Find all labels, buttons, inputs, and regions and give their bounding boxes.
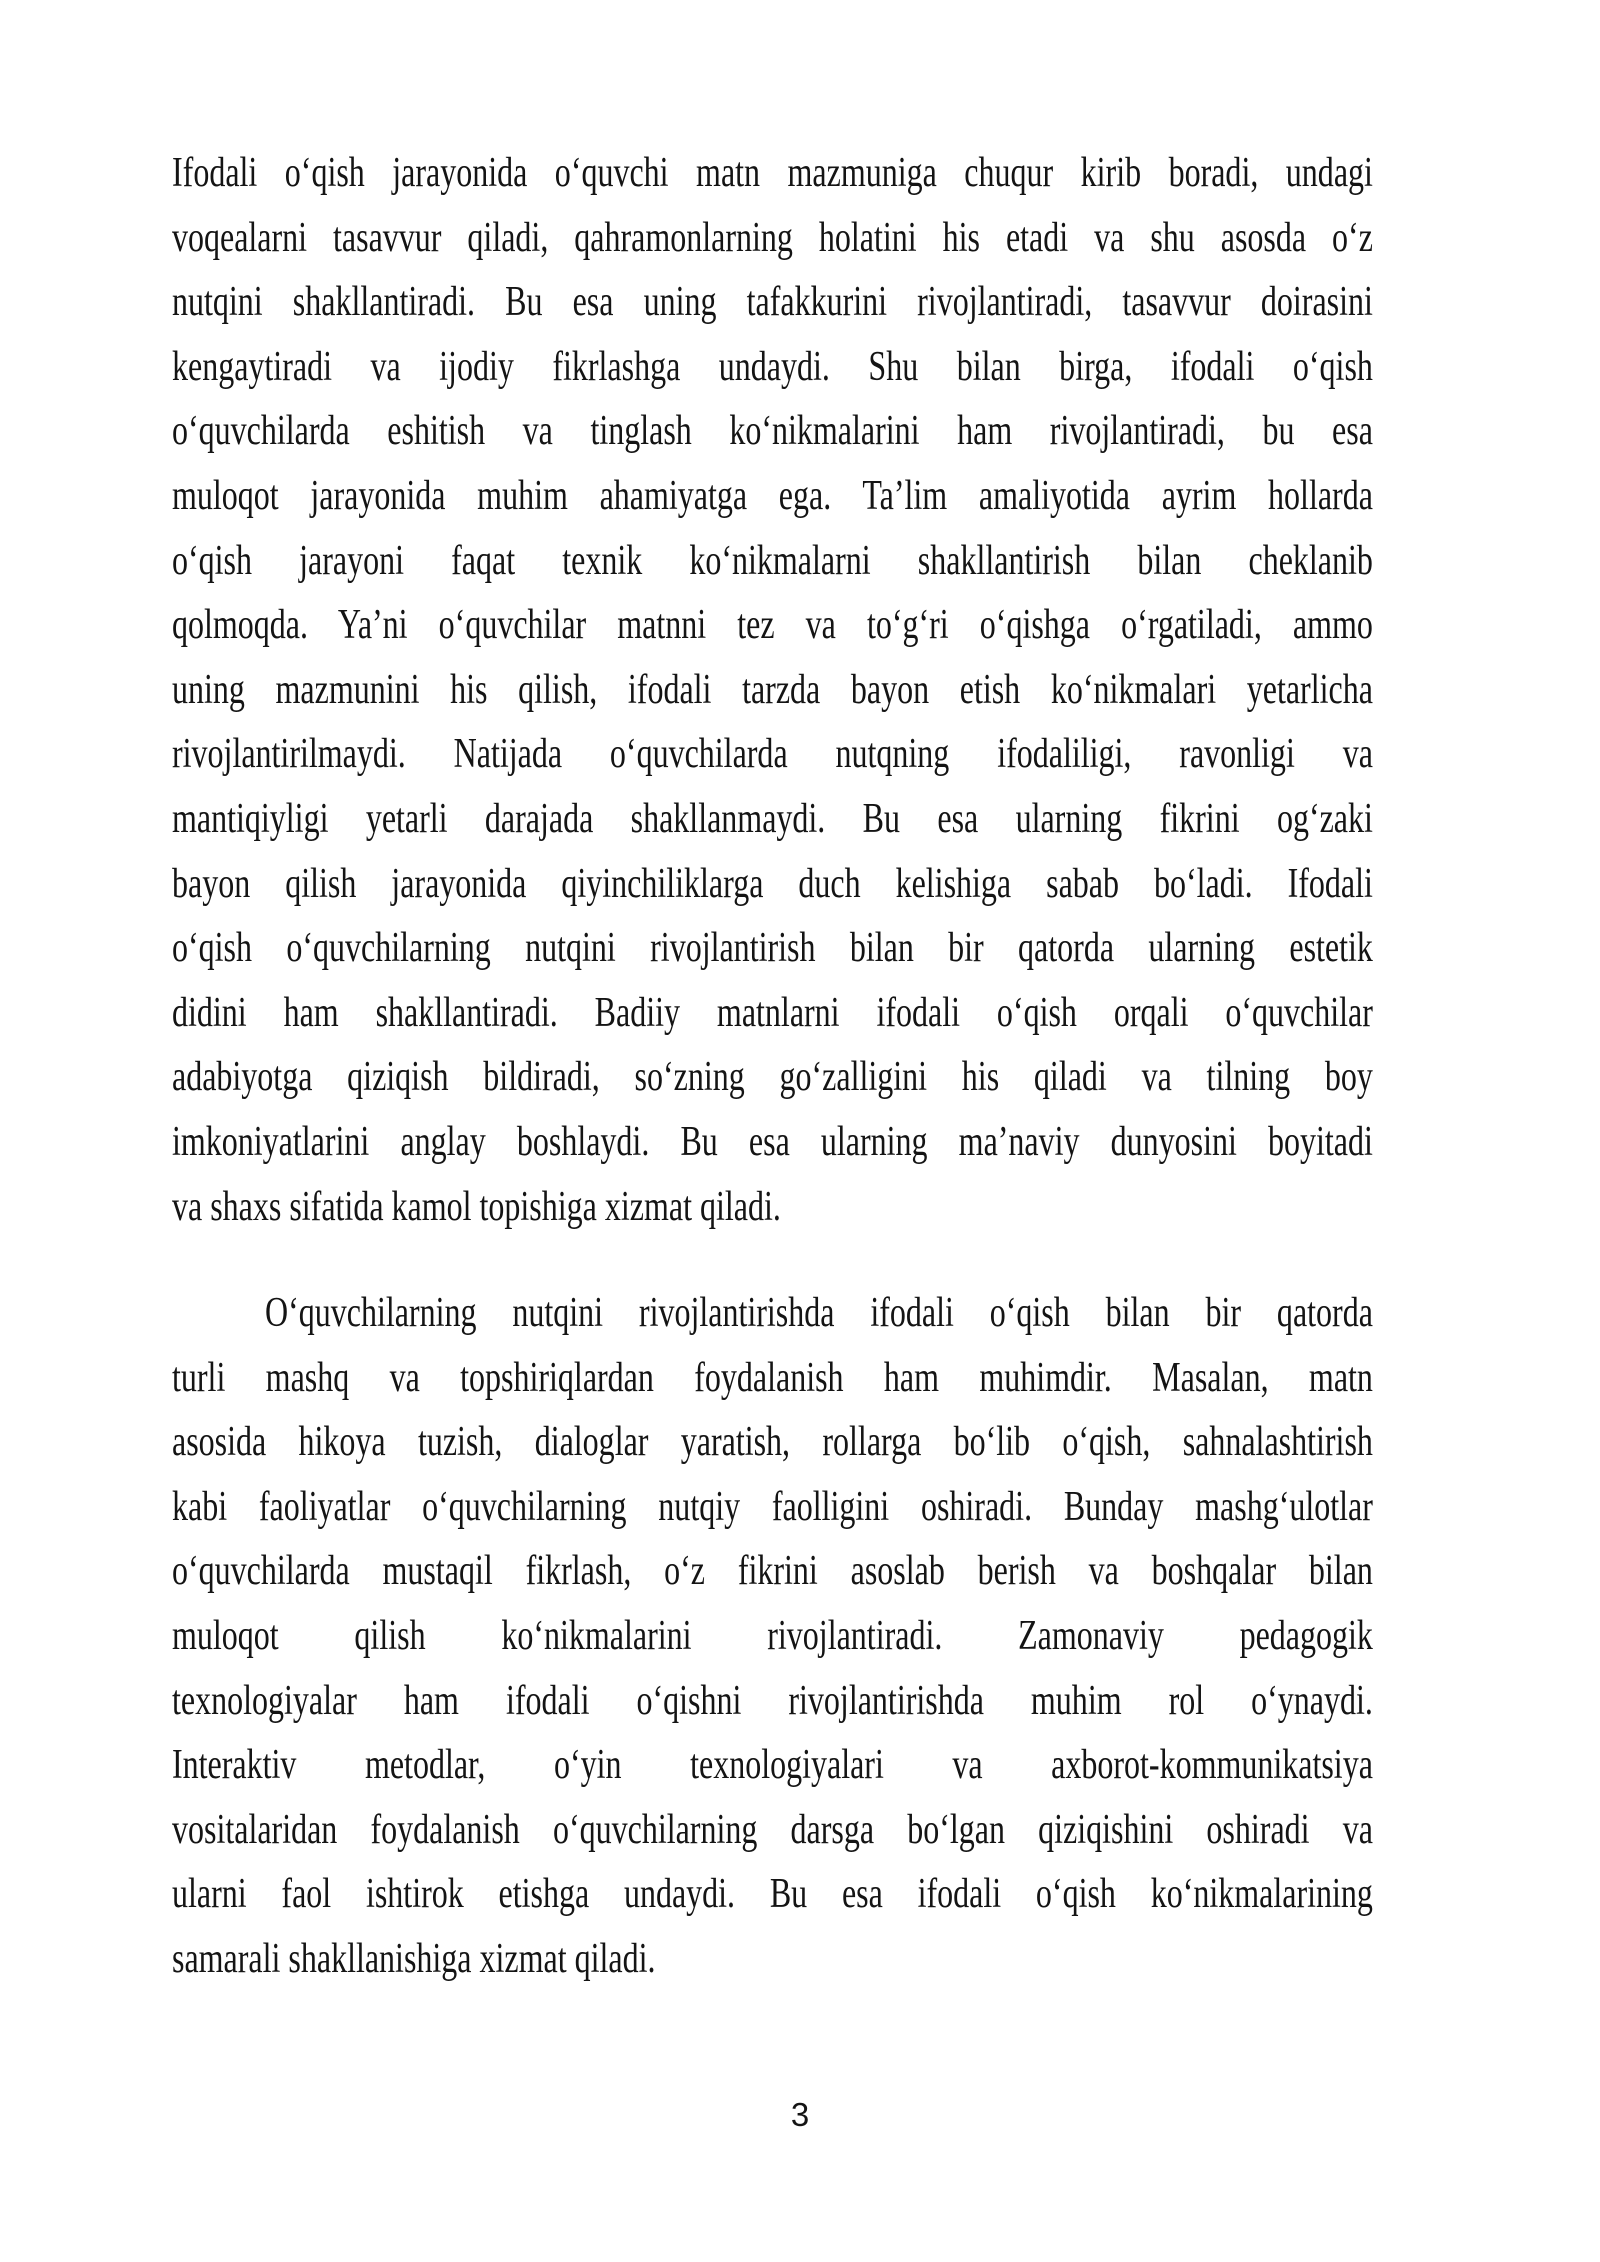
text-line: o‘quvchilarda mustaqil fikrlash, o‘z fikrini asoslab berish va boshqalar bilan <box>172 1548 1373 1595</box>
text-line: kabi faoliyatlar o‘quvchilarning nutqiy faolligini oshiradi. Bunday mashg‘ulotlar <box>172 1483 1373 1530</box>
text-line: nutqini shakllantiradi. Bu esa uning tafakkurini rivojlantiradi, tasavvur doirasini <box>172 279 1373 326</box>
body-text <box>172 141 1373 1992</box>
text-line: turli mashq va topshiriqlardan foydalanish ham muhimdir. Masalan, matn <box>172 1354 1373 1401</box>
paragraph <box>172 141 1373 1239</box>
text-line: muloqot jarayonida muhim ahamiyatga ega. Ta’lim amaliyotida ayrim hollarda <box>172 472 1373 519</box>
text-line: Ifodali o‘qish jarayonida o‘quvchi matn mazmuniga chuqur kirib boradi, undagi <box>172 150 1373 196</box>
text-line: ularni faol ishtirok etishga undaydi. Bu esa ifodali o‘qish ko‘nikmalarining <box>172 1871 1373 1918</box>
text-line: Interaktiv metodlar, o‘yin texnologiyalari va axborot-kommunikatsiya <box>172 1742 1373 1789</box>
text-line: O‘quvchilarning nutqini rivojlantirishda ifodali o‘qish bilan bir qatorda <box>264 1290 1373 1337</box>
paragraph <box>172 1281 1373 1992</box>
text-line: rivojlantirilmaydi. Natijada o‘quvchilarda nutqning ifodaliligi, ravonligi va <box>172 731 1373 778</box>
text-line: adabiyotga qiziqish bildiradi, so‘zning go‘zalligini his qiladi va tilning boy <box>172 1054 1373 1101</box>
text-line: bayon qilish jarayonida qiyinchiliklarga duch kelishiga sabab bo‘ladi. Ifodali <box>172 860 1373 907</box>
text-line: mantiqiyligi yetarli darajada shakllanmaydi. Bu esa ularning fikrini og‘zaki <box>172 795 1373 842</box>
text-line: samarali shakllanishiga xizmat qiladi. <box>172 1936 656 1983</box>
text-line: imkoniyatlarini anglay boshlaydi. Bu esa ularning ma’naviy dunyosini boyitadi <box>172 1118 1373 1165</box>
text-line: texnologiyalar ham ifodali o‘qishni rivojlantirishda muhim rol o‘ynaydi. <box>172 1677 1373 1724</box>
text-line: o‘qish o‘quvchilarning nutqini rivojlantirish bilan bir qatorda ularning estetik <box>172 925 1373 972</box>
text-line: o‘quvchilarda eshitish va tinglash ko‘nikmalarini ham rivojlantiradi, bu esa <box>172 408 1373 455</box>
text-line: asosida hikoya tuzish, dialoglar yaratish, rollarga bo‘lib o‘qish, sahnalashtirish <box>172 1419 1373 1466</box>
page-number: 3 <box>790 2096 810 2133</box>
text-line: va shaxs sifatida kamol topishiga xizmat qiladi. <box>172 1183 781 1230</box>
text-line: didini ham shakllantiradi. Badiiy matnlarni ifodali o‘qish orqali o‘quvchilar <box>172 989 1373 1036</box>
text-line: qolmoqda. Ya’ni o‘quvchilar matnni tez va to‘g‘ri o‘qishga o‘rgatiladi, ammo <box>172 602 1373 649</box>
text-line: vositalaridan foydalanish o‘quvchilarning darsga bo‘lgan qiziqishini oshiradi va <box>172 1806 1373 1853</box>
text-line: voqealarni tasavvur qiladi, qahramonlarning holatini his etadi va shu asosda o‘z <box>172 214 1373 261</box>
text-line: kengaytiradi va ijodiy fikrlashga undaydi. Shu bilan birga, ifodali o‘qish <box>172 343 1373 390</box>
text-line: o‘qish jarayoni faqat texnik ko‘nikmalarni shakllantirish bilan cheklanib <box>172 537 1373 584</box>
text-line: uning mazmunini his qilish, ifodali tarzda bayon etish ko‘nikmalari yetarlicha <box>172 666 1373 713</box>
text-line: muloqot qilish ko‘nikmalarini rivojlantiradi. Zamonaviy pedagogik <box>172 1613 1373 1660</box>
